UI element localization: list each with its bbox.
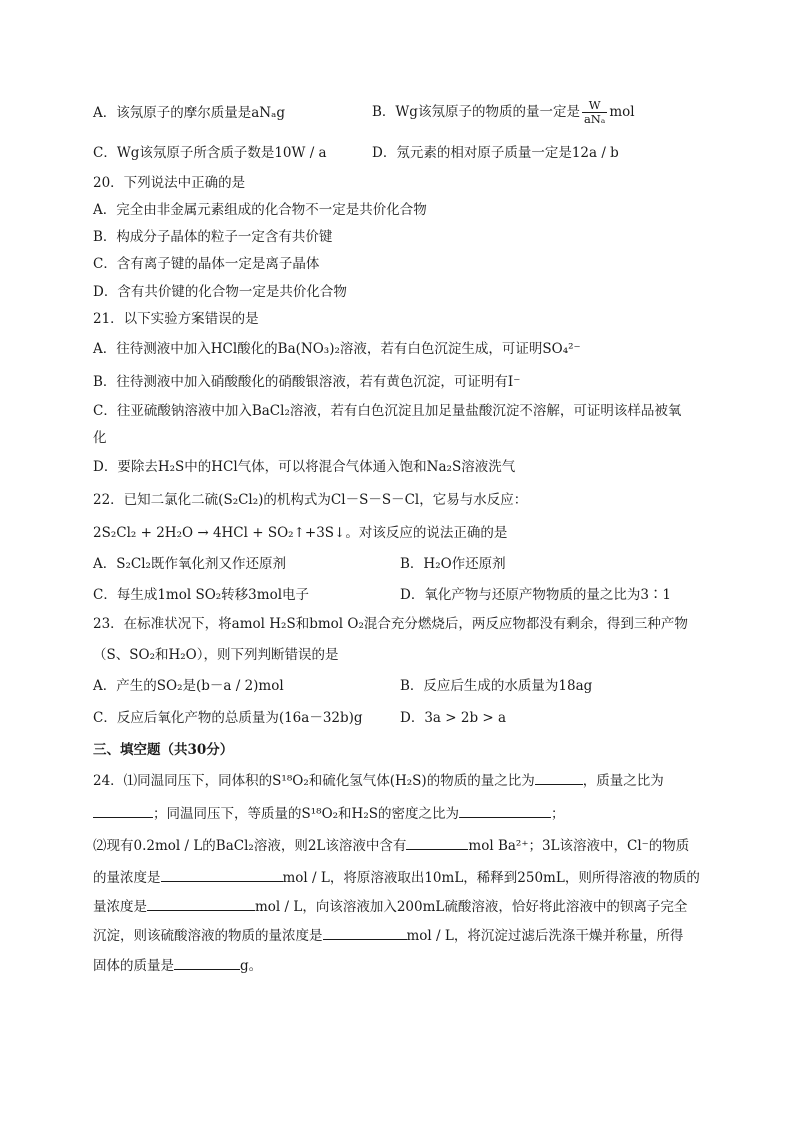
q24-line-4: [93, 867, 700, 888]
q24-line-3-text: ⑵现有0.2mol / L的BaCl₂溶液，则2L该溶液中含有: [93, 838, 407, 854]
q24-line-3: [93, 835, 689, 856]
q21-option-d: D．要除去H₂S中的HCl气体，可以将混合气体通入饱和Na₂S溶液洗气: [93, 459, 516, 475]
q21-option-c-cont: 化: [93, 430, 107, 446]
q19-option-d: D．氖元素的相对原子质量一定是12a / b: [372, 145, 619, 161]
q22-option-c: C．每生成1mol SO₂转移3mol电子: [93, 587, 310, 603]
blank-cl-concentration[interactable]: [161, 867, 283, 882]
q21-option-b: B．往待测液中加入硝酸酸化的硝酸银溶液，若有黄色沉淀，可证明有I⁻: [93, 374, 521, 390]
q24-line-7-text: 固体的质量是: [93, 958, 174, 974]
q19-option-b: [372, 97, 635, 127]
q21-option-c: C．往亚硫酸钠溶液中加入BaCl₂溶液，若有白色沉淀且加足量盐酸沉淀不溶解，可证明该样品被氧: [93, 403, 682, 419]
q21-option-a: A．往待测液中加入HCl酸化的Ba(NO₃)₂溶液，若有白色沉淀生成，可证明SO₄²⁻: [93, 341, 581, 357]
q20-option-b: B．构成分子晶体的粒子一定含有共价键: [93, 229, 333, 245]
q24-line-6-text-b: mol / L，将沉淀过滤后洗涤干燥并称量，所得: [406, 928, 684, 944]
q20-option-d: D．含有共价键的化合物一定是共价化合物: [93, 284, 347, 300]
q19-fraction-numerator: W: [582, 99, 607, 113]
q23-stem-cont: （S、SO₂和H₂O），则下列判断错误的是: [93, 647, 339, 663]
q24-line-6: [93, 925, 683, 946]
q22-stem: 22．已知二氯化二硫(S₂Cl₂)的机构式为Cl－S－S－Cl，它易与水反应：: [93, 492, 528, 508]
q24-line-5-text: 量浓度是: [93, 899, 147, 915]
q24-line-4-text-b: mol / L，将原溶液取出10mL，稀释到250mL，则所得溶液的物质的: [282, 870, 700, 886]
blank-density-ratio[interactable]: [459, 803, 551, 818]
q22-option-d: D．氧化产物与还原产物物质的量之比为3∶1: [400, 587, 672, 603]
blank-diluted-concentration[interactable]: [147, 896, 255, 911]
blank-mole-ratio[interactable]: [535, 770, 583, 785]
q24-line-5: [93, 896, 687, 917]
blank-acid-concentration[interactable]: [323, 925, 407, 940]
q23-stem: 23．在标准状况下，将amol H₂S和bmol O₂混合充分燃烧后，两反应物都没有剩余，得到三种产物: [93, 616, 688, 632]
q19-option-a: A．该氖原子的摩尔质量是aNₐg: [93, 105, 285, 121]
q20-option-c: C．含有离子键的晶体一定是离子晶体: [93, 256, 320, 272]
q19-option-b-unit: mol: [609, 104, 635, 120]
q19-option-b-text: B．Wg该氖原子的物质的量一定是: [372, 104, 580, 120]
blank-ba-moles[interactable]: [406, 835, 468, 850]
q24-line-1: [93, 770, 664, 791]
q24-line-2-text: ；同温同压下，等质量的S¹⁸O₂和H₂S的密度之比为: [153, 806, 459, 822]
q21-stem: 21．以下实验方案错误的是: [93, 311, 259, 327]
q24-line-2: [93, 803, 564, 824]
q19-option-c: C．Wg该氖原子所含质子数是10W / a: [93, 145, 327, 161]
q23-option-d: D．3a > 2b > a: [400, 710, 507, 726]
q22-option-a: A．S₂Cl₂既作氧化剂又作还原剂: [93, 556, 286, 572]
q20-stem: 20．下列说法中正确的是: [93, 175, 246, 191]
q24-line-4-text: 的量浓度是: [93, 870, 161, 886]
q22-equation: 2S₂Cl₂ + 2H₂O → 4HCl + SO₂↑+3S↓。对该反应的说法正确的是: [93, 525, 508, 541]
q23-option-c: C．反应后氧化产物的总质量为(16a－32b)g: [93, 710, 363, 726]
q22-option-b: B．H₂O作还原剂: [400, 556, 506, 572]
q24-line-1-text-b: ，质量之比为: [582, 773, 664, 789]
q19-fraction: [582, 99, 607, 126]
q24-line-2-text-b: ；: [550, 806, 565, 822]
q24-line-7-text-b: g。: [240, 958, 263, 974]
q24-line-1-text: 24．⑴同温同压下，同体积的S¹⁸O₂和硫化氢气体(H₂S)的物质的量之比为: [93, 773, 535, 789]
q19-fraction-denominator: aNₐ: [583, 112, 606, 126]
section-heading: 三、填空题（共30分）: [93, 742, 234, 758]
blank-mass-ratio[interactable]: [93, 803, 153, 818]
q24-line-7: [93, 955, 262, 976]
q24-line-5-text-b: mol / L，向该溶液加入200mL硫酸溶液，恰好将此溶液中的钡离子完全: [255, 899, 688, 915]
q20-option-a: A．完全由非金属元素组成的化合物不一定是共价化合物: [93, 202, 427, 218]
q24-line-6-text: 沉淀，则该硫酸溶液的物质的量浓度是: [93, 928, 323, 944]
blank-solid-mass[interactable]: [174, 955, 240, 970]
q23-option-a: A．产生的SO₂是(b－a / 2)mol: [93, 678, 284, 694]
q24-line-3-text-b: mol Ba²⁺；3L该溶液中，Cl⁻的物质: [468, 838, 690, 854]
q23-option-b: B．反应后生成的水质量为18ag: [400, 678, 593, 694]
